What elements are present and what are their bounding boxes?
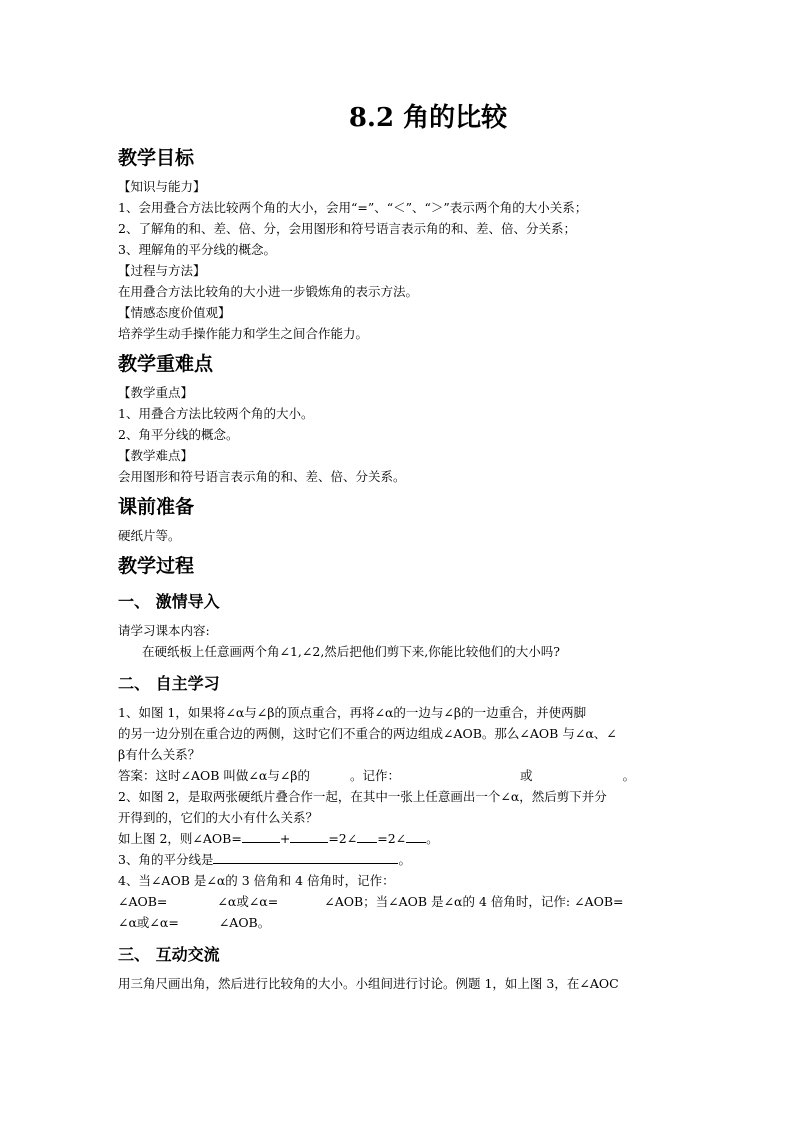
q2-eq-a: 如上图 2，则∠AOB= [118, 831, 242, 846]
answer-text-a: 答案：这时∠AOB 叫做∠α与∠β的 [118, 768, 311, 783]
q3-blank[interactable] [213, 851, 398, 864]
q4-l3-a: ∠α或∠α= [118, 915, 179, 930]
q1-line-3: β有什么关系？ [118, 747, 201, 762]
goal-knowledge-2: 2、了解角的和、差、倍、分，会用图形和符号语言表示角的和、差、倍、分关系； [118, 221, 576, 236]
goal-knowledge-1: 1、会用叠合方法比较两个角的大小，会用“=”、“＜”、“＞”表示两个角的大小关系； [118, 200, 588, 215]
q4-line-1: 4、当∠AOB 是∠α的 3 倍角和 4 倍角时，记作： [118, 873, 395, 888]
heading-prep: 课前准备 [118, 496, 195, 518]
q1-line-2: 的另一边分别在重合边的两侧，这时它们不重合的两边组成∠AOB。那么∠AOB 与∠α、∠ [118, 726, 617, 741]
q2-equation [118, 828, 678, 849]
part1-line-1: 请学习课本内容: [118, 623, 210, 638]
q2-blank-4[interactable] [406, 830, 426, 843]
page-title: 8.2 角的比较 [348, 103, 508, 133]
heading-part3: 三、 互动交流 [118, 945, 220, 964]
focus-2: 2、角平分线的概念。 [118, 427, 239, 442]
q1-line-1: 1、如图 1，如果将∠α与∠β的顶点重合，再将∠α的一边与∠β的一边重合，并使两脚 [118, 705, 587, 720]
heading-part1: 一、 激情导入 [118, 592, 220, 611]
q3-text-b: 。 [398, 852, 411, 867]
prep-text: 硬纸片等。 [118, 528, 181, 543]
q2-blank-3[interactable] [357, 830, 377, 843]
q4-l3-b: ∠AOB。 [218, 915, 271, 930]
label-difficulty: 【教学难点】 [118, 448, 194, 463]
q4-line-3 [118, 912, 678, 933]
label-emotion: 【情感态度价值观】 [118, 305, 231, 320]
q2-eq-b: + [279, 831, 291, 846]
q2-line-2: 开得到的，它们的大小有什么关系？ [118, 810, 319, 825]
label-focus: 【教学重点】 [118, 385, 194, 400]
heading-goals: 教学目标 [118, 147, 195, 169]
focus-1: 1、用叠合方法比较两个角的大小。 [118, 406, 314, 421]
label-knowledge: 【知识与能力】 [118, 179, 206, 194]
q2-blank-1[interactable] [242, 830, 280, 843]
document-body [118, 98, 678, 994]
label-process: 【过程与方法】 [118, 263, 206, 278]
answer-text-c: 或 [520, 768, 533, 783]
q4-l2-b: ∠α或∠α= [217, 894, 279, 909]
part1-line-2: 在硬纸板上任意画两个角∠1,∠2,然后把他们剪下来,你能比较他们的大小吗? [142, 644, 560, 659]
answer-text-b: 。记作： [350, 768, 401, 783]
heading-key-points: 教学重难点 [118, 353, 214, 375]
q4-line-2 [118, 891, 678, 912]
heading-process: 教学过程 [118, 555, 195, 577]
heading-part2: 二、 自主学习 [118, 674, 220, 693]
goal-knowledge-3: 3、理解角的平分线的概念。 [118, 242, 276, 257]
q4-l2-a: ∠AOB= [118, 894, 168, 909]
answer-text-d: 。 [622, 768, 636, 783]
q4-l2-c: ∠AOB；当∠AOB 是∠α的 4 倍角时，记作: ∠AOB= [324, 894, 624, 909]
q3-line [118, 849, 678, 870]
goal-process-1: 在用叠合方法比较角的大小进一步锻炼角的表示方法。 [118, 284, 419, 299]
q2-blank-2[interactable] [290, 830, 328, 843]
goal-emotion-1: 培养学生动手操作能力和学生之间合作能力。 [118, 326, 369, 341]
q2-line-1: 2、如图 2，是取两张硬纸片叠合作一起，在其中一张上任意画出一个∠α，然后剪下并分 [118, 789, 607, 804]
q3-text-a: 3、角的平分线是 [118, 852, 214, 867]
q2-eq-d: =2∠ [377, 831, 407, 846]
part3-line-1: 用三角尺画出角，然后进行比较角的大小。小组间进行讨论。例题 1，如上图 3，在∠AOC [118, 976, 619, 991]
difficulty-1: 会用图形和符号语言表示角的和、差、倍、分关系。 [118, 469, 406, 484]
q2-eq-c: =2∠ [328, 831, 358, 846]
answer-line [118, 765, 678, 786]
q2-eq-e: 。 [426, 831, 439, 846]
